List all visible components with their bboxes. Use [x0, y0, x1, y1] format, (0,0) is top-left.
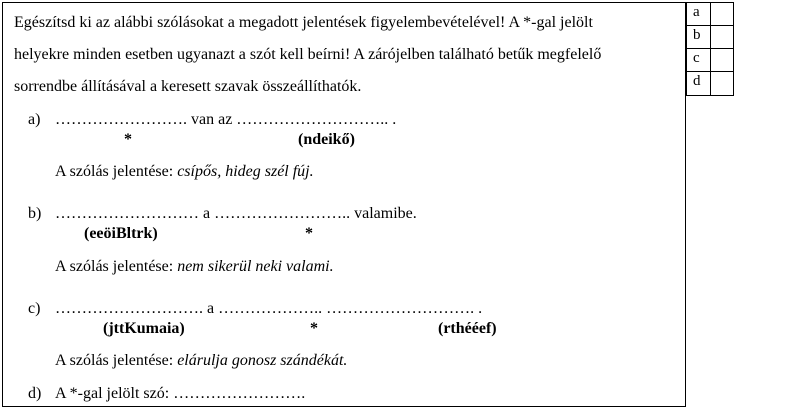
score-row-c-label: c — [693, 50, 700, 66]
item-c-clue-1: (jttKumaia) — [103, 320, 185, 337]
item-a-meaning: A szólás jelentése: csípős, hideg szél fúj. — [55, 163, 314, 180]
score-cell-b-label — [686, 25, 711, 49]
item-d-label: d) — [28, 385, 42, 402]
score-row-d-label: d — [693, 73, 701, 89]
score-cell-c[interactable] — [710, 48, 734, 72]
instructions-line-3: sorrendbe állításával a keresett szavak összeállíthatók. — [14, 78, 362, 95]
item-b-label: b) — [28, 205, 42, 222]
score-cell-d-label — [686, 71, 711, 96]
item-a-clue: (ndeikő) — [298, 131, 355, 148]
score-cell-d[interactable] — [710, 71, 734, 96]
item-b-star: * — [305, 225, 313, 242]
score-cell-a[interactable] — [710, 2, 734, 26]
instructions-line-2: helyekre minden esetben ugyanazt a szót kell beírni! A zárójelben található betűk megfelelő — [14, 46, 602, 63]
item-c-label: c) — [28, 300, 41, 317]
item-a-fill-line: ……………………. van az ……………………….. . — [55, 111, 397, 128]
item-b-fill-line: ……………………… a …………………….. valamibe. — [55, 205, 417, 222]
instructions-line-1: Egészítsd ki az alábbi szólásokat a megadott jelentések figyelembevételével! A *-gal jelölt — [14, 14, 593, 31]
item-a-label: a) — [28, 111, 41, 128]
item-c-clue-2: (rthééef) — [438, 320, 497, 337]
item-c-fill-line: ………………………. a ……………….. ………………………. . — [55, 300, 483, 317]
score-cell-b[interactable] — [710, 25, 734, 49]
item-b-clue: (eeöiBltrk) — [84, 225, 158, 242]
item-c-star: * — [310, 320, 318, 337]
score-row-b-label: b — [693, 27, 701, 43]
item-a-star: * — [124, 131, 132, 148]
item-c-meaning: A szólás jelentése: elárulja gonosz szándékát. — [55, 352, 348, 369]
item-b-meaning: A szólás jelentése: nem sikerül neki valami. — [55, 258, 334, 275]
score-cell-c-label — [686, 48, 711, 72]
item-d-text: A *-gal jelölt szó: ……………………. — [55, 385, 306, 402]
score-row-a-label: a — [693, 4, 700, 20]
score-cell-a-label — [686, 2, 711, 26]
